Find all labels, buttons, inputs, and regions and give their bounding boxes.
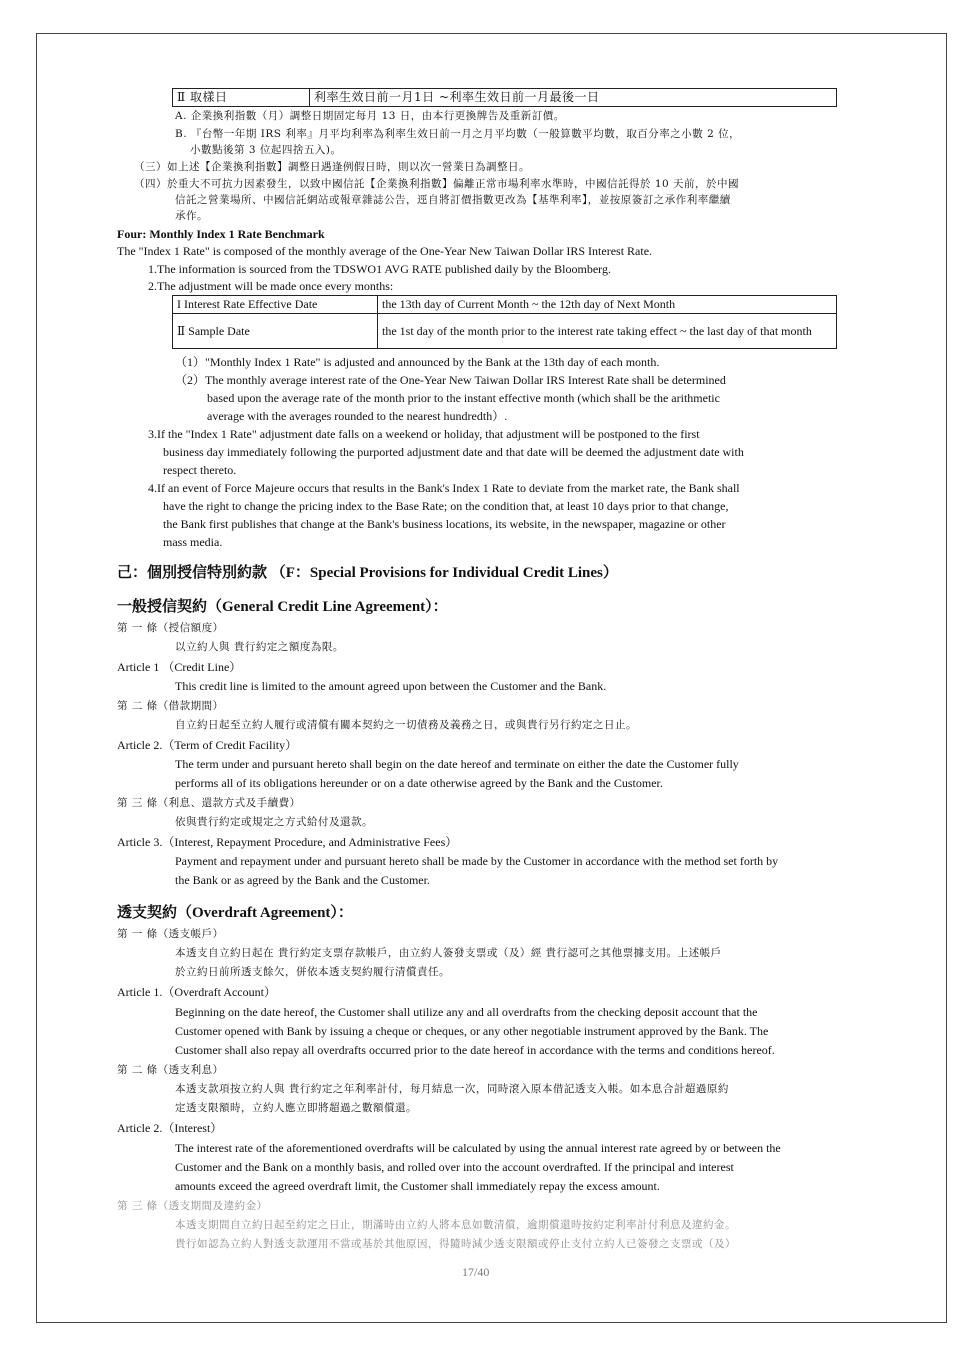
note-a: A. 企業換利指數（月）調整日期固定每月 13 日，由本行更換牌告及重新訂價。 [175,110,565,122]
note-four-cont-2: 承作。 [175,210,208,222]
general-agreement-title: 一般授信契約（General Credit Line Agreement）： [117,599,448,615]
note-four-cont-1: 信託之營業場所、中國信託網站或報章雜誌公告，逕自將訂價指數更改為【基準利率】，並按原簽訂之承作利率繼續 [175,194,731,206]
overdraft-article-2-zh-body-1: 本透支款項按立約人與 貴行約定之年利率計付，每月結息一次，同時滾入原本借記透支入帳。如本息合計超過原約 [175,1083,729,1095]
page-number: 17/40 [462,1265,490,1279]
note-b: B. 『台幣一年期 IRS 利率』月平均利率為利率生效日前一月之月平均數（一般算數平均數，取百分率之小數 2 位， [175,128,741,140]
table-cell-value: the 13th day of Current Month ~ the 12th day of Next Month [378,296,837,314]
table-cell-value: the 1st day of the month prior to the interest rate taking effect ~ the last day of that month [378,314,837,349]
overdraft-article-3-zh-body-2: 貴行如認為立約人對透支款運用不當或基於其他原因，得隨時減少透支限額或停止支付立約人已簽發之支票或（及） [175,1238,736,1250]
note-four: （四）於重大不可抗力因素發生，以致中國信託【企業換利指數】偏離正常市場利率水準時，中國信託得於 10 天前，於中國 [134,178,740,190]
general-article-1-zh-body: 以立約人與 貴行約定之額度為限。 [175,641,344,653]
general-article-3-en-head: Article 3.（Interest, Repayment Procedure, and Administrative Fees） [117,835,458,849]
overdraft-article-3-zh-head: 第 三 條（透支期間及違約金） [117,1200,268,1212]
overdraft-article-2-en-body-1: The interest rate of the aforementioned overdrafts will be calculated by using the annual interest rate agreed by or between the [175,1141,781,1155]
general-article-1-en-head: Article 1 （Credit Line） [117,660,242,674]
general-article-1-zh-head: 第 一 條（授信額度） [117,622,224,634]
item-4-line-1: 4.If an event of Force Majeure occurs that results in the Bank's Index 1 Rate to deviate from the market rate, the Bank shall [148,481,740,495]
section-f-title: 己：個別授信特別約款 （F：Special Provisions for Individual Credit Lines） [117,565,618,581]
overdraft-article-1-en-body-3: Customer shall also repay all overdrafts occurred prior to the date hereof in accordance with the terms and conditions hereof. [175,1043,775,1057]
overdraft-article-2-en-head: Article 2.（Interest） [117,1121,223,1135]
item-4-line-2: have the right to change the pricing index to the Base Rate; on the condition that, at least 10 days prior to that change, [163,499,729,513]
general-article-3-en-body-1: Payment and repayment under and pursuant hereto shall be made by the Customer in accordance with the method set forth by [175,854,779,868]
overdraft-article-1-zh-body-2: 於立約日前所透支餘欠，併依本透支契約履行清償責任。 [175,966,450,978]
note-1: （1）"Monthly Index 1 Rate" is adjusted and announced by the Bank at the 13th day of each month. [175,355,660,369]
note-2-line-3: average with the averages rounded to the nearest hundredth）. [207,409,508,423]
overdraft-article-2-en-body-3: amounts exceed the agreed overdraft limit, the Customer shall immediately repay the excess amount. [175,1179,660,1193]
table-cell-value: 利率生效日前一月1日 ~利率生效日前一月最後一日 [310,89,837,107]
general-article-1-en-body: This credit line is limited to the amount agreed upon between the Customer and the Bank. [175,679,607,693]
general-article-3-en-body-2: the Bank or as agreed by the Bank and the Customer. [175,873,430,887]
table-cell-label: Ⅱ Sample Date [173,314,378,349]
overdraft-article-1-zh-body-1: 本透支自立約日起在 貴行約定支票存款帳戶，由立約人簽發支票或（及）經 貴行認可之其他票據支用。上述帳戶 [175,947,722,959]
overdraft-agreement-title: 透支契約（Overdraft Agreement）： [117,905,353,921]
section-four-item-2: 2.The adjustment will be made once every months: [148,279,394,293]
overdraft-article-1-en-head: Article 1.（Overdraft Account） [117,985,276,999]
general-article-2-en-body-1: The term under and pursuant hereto shall begin on the date hereof and terminate on either the date the Customer fully [175,757,739,771]
section-four-title: Four: Monthly Index 1 Rate Benchmark [117,227,325,241]
note-2-line-1: （2）The monthly average interest rate of the One-Year New Taiwan Dollar IRS Interest Rate shall be determined [175,373,726,387]
section-four-item-1: 1.The information is sourced from the TDSWO1 AVG RATE published daily by the Bloomberg. [148,262,611,276]
general-article-3-zh-body: 依與貴行約定或規定之方式給付及還款。 [175,816,373,828]
note-three: （三）如上述【企業換利指數】調整日遇逢例假日時，則以次一營業日為調整日。 [134,161,530,173]
item-4-line-3: the Bank first publishes that change at the Bank's business locations, its website, in the newspaper, magazine or other [163,517,726,531]
overdraft-article-2-en-body-2: Customer and the Bank on a monthly basis, and rolled over into the account overdrafted. If the principal and interest [175,1160,734,1174]
overdraft-article-3-zh-body-1: 本透支期間自立約日起至約定之日止，期滿時由立約人將本息如數清償，逾期償還時按約定利率計付利息及違約金。 [175,1219,736,1231]
overdraft-article-1-en-body-2: Customer opened with Bank by issuing a cheque or cheques, or any other negotiable instrument approved by the Bank. The [175,1024,769,1038]
overdraft-article-2-zh-head: 第 二 條（透支利息） [117,1064,224,1076]
table-cell-label: I Interest Rate Effective Date [173,296,378,314]
general-article-2-zh-body: 自立約日起至立約人履行或清償有關本契約之一切債務及義務之日，或與貴行另行約定之日止。 [175,719,637,731]
note-2-line-2: based upon the average rate of the month prior to the instant effective month (which shall be the arithmetic [207,391,720,405]
general-article-2-en-body-2: performs all of its obligations hereunder or on a date otherwise agreed by the Bank and the Customer. [175,776,663,790]
item-3-line-1: 3.If the "Index 1 Rate" adjustment date falls on a weekend or holiday, that adjustment will be postponed to the first [148,427,700,441]
section-four-intro: The "Index 1 Rate" is composed of the monthly average of the One-Year New Taiwan Dollar IRS Interest Rate. [117,244,653,258]
item-3-line-3: respect thereto. [163,463,237,477]
overdraft-article-2-zh-body-2: 定透支限額時，立約人應立即將超過之數額償還。 [175,1102,417,1114]
general-article-2-en-head: Article 2.（Term of Credit Facility） [117,738,298,752]
general-article-3-zh-head: 第 三 條（利息、還款方式及手續費） [117,797,301,809]
note-b-cont: 小數點後第 3 位起四捨五入)。 [190,144,342,156]
table-cell-label: Ⅱ 取樣日 [173,89,310,107]
overdraft-article-1-zh-head: 第 一 條（透支帳戶） [117,928,224,940]
item-3-line-2: business day immediately following the purported adjustment date and that date will be deemed the adjustment date with [163,445,744,459]
adjustment-table [172,295,837,349]
sample-date-table-zh [172,88,837,107]
overdraft-article-1-en-body-1: Beginning on the date hereof, the Customer shall utilize any and all overdrafts from the checking deposit account that the [175,1005,758,1019]
item-4-line-4: mass media. [163,535,223,549]
general-article-2-zh-head: 第 二 條（借款期間） [117,700,224,712]
